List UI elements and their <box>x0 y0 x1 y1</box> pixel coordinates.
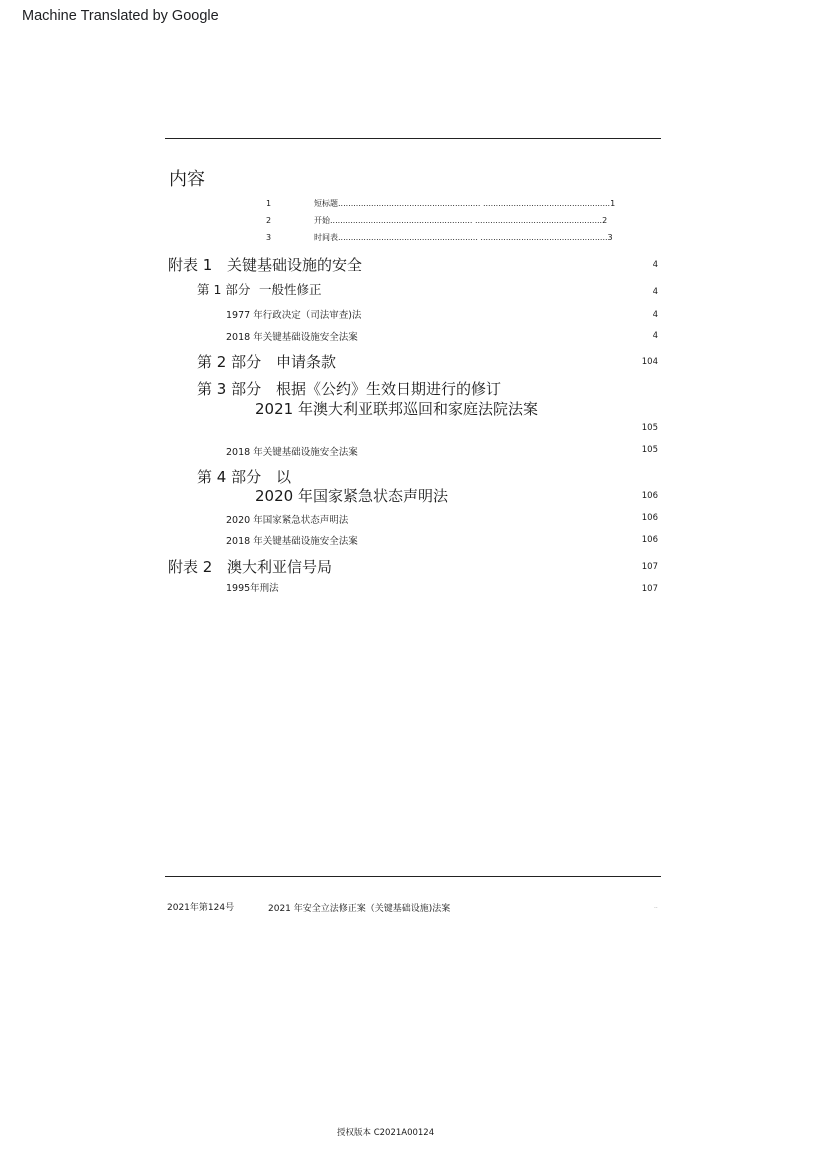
part-4-title-line2[interactable]: 2020 年国家紧急状态声明法 <box>255 487 448 505</box>
part-1-title[interactable]: 一般性修正 <box>259 282 322 297</box>
footer-act-title: 2021 年安全立法修正案（关键基础设施)法案 <box>268 904 451 914</box>
act-entry[interactable]: 2018 年关键基础设施安全法案 <box>226 447 358 458</box>
page-number: 4 <box>652 310 658 320</box>
act-entry[interactable]: 2020 年国家紧急状态声明法 <box>226 515 349 526</box>
part-3-title-line2[interactable]: 2021 年澳大利亚联邦巡回和家庭法院法案 <box>255 400 538 418</box>
page-number: 104 <box>641 357 658 367</box>
page-number: 4 <box>652 331 658 341</box>
act-entry[interactable]: 2018 年关键基础设施安全法案 <box>226 536 358 547</box>
page-number: 105 <box>641 445 658 455</box>
part-4-label: 第 4 部分 <box>197 468 262 486</box>
page-number: 107 <box>641 584 658 594</box>
schedule-1-label: 附表 1 <box>168 256 213 274</box>
page-number: 107 <box>641 562 658 572</box>
part-3-label: 第 3 部分 <box>197 380 262 398</box>
translation-banner: Machine Translated by Google <box>22 8 219 24</box>
footer-page-mark: .. <box>654 903 658 910</box>
act-entry[interactable]: 1977 年行政决定（司法审查)法 <box>226 310 362 321</box>
section-entry[interactable]: 开始........................................................ ..................................................2 <box>314 216 608 225</box>
footer-act-number: 2021年第124号 <box>167 903 235 913</box>
schedule-2-label: 附表 2 <box>168 558 213 576</box>
page-number: 106 <box>641 513 658 523</box>
section-entry[interactable]: 短标题........................................................ ..................................................1 <box>314 199 616 208</box>
page-number: 4 <box>652 260 658 270</box>
section-number: 3 <box>266 233 272 242</box>
section-number: 2 <box>266 216 272 225</box>
act-entry[interactable]: 2018 年关键基础设施安全法案 <box>226 332 358 343</box>
page-number: 106 <box>641 535 658 545</box>
part-1-label: 第 1 部分 <box>197 282 251 297</box>
part-2-label: 第 2 部分 <box>197 353 262 371</box>
section-entry[interactable]: 时间表....................................................... ..................................................3 <box>314 233 613 242</box>
page-number: 106 <box>641 491 658 501</box>
act-entry[interactable]: 1995年刑法 <box>226 583 279 594</box>
page-number: 4 <box>652 287 658 297</box>
part-2-title[interactable]: 申请条款 <box>276 353 337 371</box>
schedule-1-title[interactable]: 关键基础设施的安全 <box>227 256 363 274</box>
section-number: 1 <box>266 199 272 208</box>
toc-title: 内容 <box>169 169 205 190</box>
page-number: 105 <box>641 423 658 433</box>
schedule-2-title[interactable]: 澳大利亚信号局 <box>227 558 333 576</box>
authorised-version: 授权版本 C2021A00124 <box>337 1128 435 1138</box>
bottom-rule <box>165 876 661 877</box>
part-3-title[interactable]: 根据《公约》生效日期进行的修订 <box>276 380 502 398</box>
part-4-title[interactable]: 以 <box>276 468 292 486</box>
top-rule <box>165 138 661 139</box>
